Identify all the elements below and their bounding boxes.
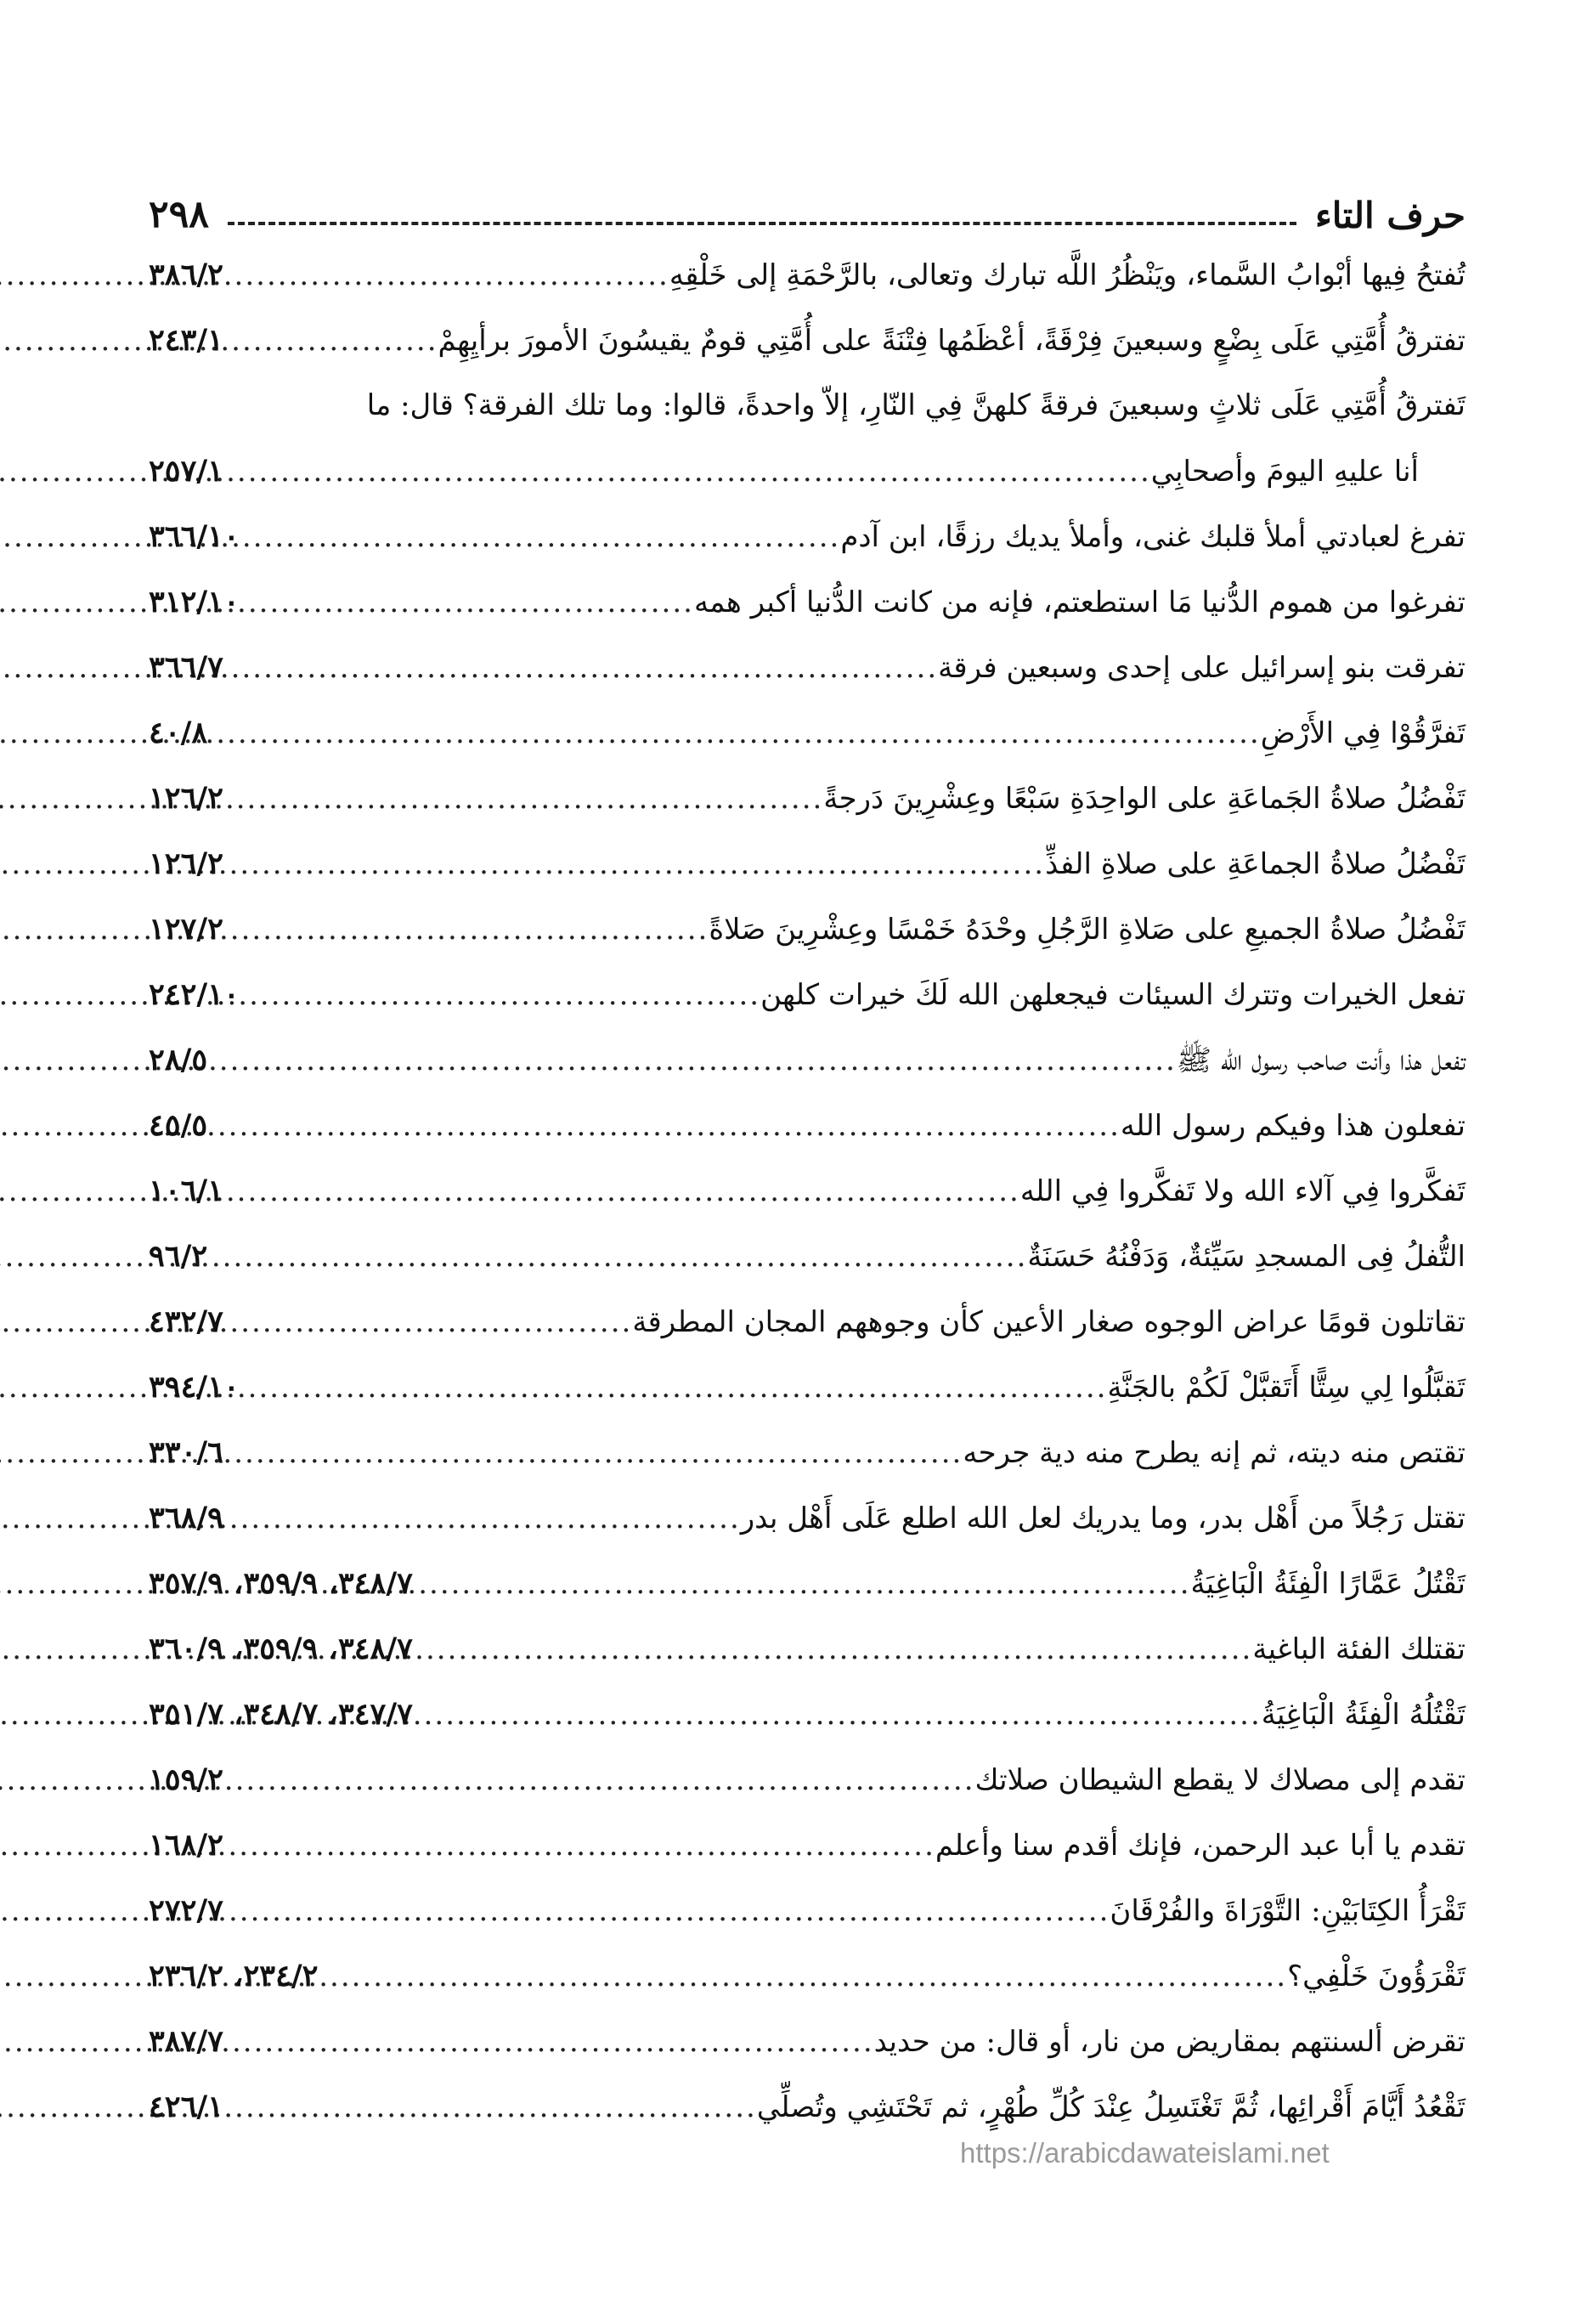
entry-text: تفرغوا من هموم الدُّنيا مَا استطعتم، فإنه من كانت الدُّنيا أكبر همه: [693, 585, 1466, 619]
entry-reference: ٤٠/٨: [149, 715, 208, 750]
entry-text: تَفرَّقُوْا فِي الأَرْضِ: [1260, 716, 1466, 750]
entry-reference: ١٢٦/٢: [149, 781, 223, 816]
index-entry: [149, 504, 1466, 569]
index-entry: [149, 569, 1466, 635]
index-entry: [149, 1812, 1466, 1878]
entry-reference: ٢٣٤/٢، ٢٣٦/٢: [149, 1959, 319, 1993]
leader-dots: [232, 1748, 975, 1813]
entry-text: تفترقُ أُمَّتِي عَلَى بِضْعٍ وسبعينَ فِرْقَةً، أعْظَمُها فِتْنَةً على أُمَّتِي قومٌ يقيسُونَ الأمورَ برأيِهِمْ: [438, 324, 1466, 358]
index-entry: [149, 1420, 1466, 1485]
entry-text: تفرقت بنو إسرائيل على إحدى وسبعين فرقة: [938, 651, 1466, 685]
leader-dots: [248, 505, 841, 570]
index-entry: [149, 373, 1466, 438]
entry-reference: ١٠٦/١: [149, 1173, 223, 1208]
leader-dots: [216, 1224, 1027, 1290]
entry-text: تَفكَّروا فِي آلاء الله ولا تَفكَّروا فِي الله: [1019, 1174, 1466, 1208]
index-entry: [149, 1682, 1466, 1747]
entry-text: تقتص منه ديته، ثم إنه يطرح منه دية جرحه: [963, 1436, 1466, 1470]
leader-dots: [232, 439, 1151, 505]
index-entry: [149, 242, 1466, 308]
entry-reference: ٣١٢/١٠: [149, 585, 240, 619]
entry-reference: ١٢٦/٢: [149, 846, 223, 881]
entry-reference: ٣٦٨/٩: [149, 1501, 223, 1535]
entry-text: تقدم إلى مصلاك لا يقطع الشيطان صلاتك: [974, 1763, 1466, 1797]
entry-text: تَقْرَأُ الكِتَابَيْنِ: التَّوْرَاةَ والفُرْقَانَ: [1110, 1894, 1466, 1928]
leader-dots: [232, 766, 823, 832]
entry-reference: ٢٤٢/١٠: [149, 977, 240, 1012]
entry-text: تَفْضُلُ صلاةُ الجماعَةِ على صلاةِ الفذِّ: [1045, 847, 1466, 881]
entry-text: تقرض ألسنتهم بمقاريض من نار، أو قال: من حديد: [873, 2025, 1466, 2059]
index-entry: [149, 1485, 1466, 1551]
entry-text: تَقْتُلُهُ الْفِئَةُ الْبَاغِيَةُ: [1261, 1698, 1466, 1732]
index-entry: [149, 831, 1466, 896]
index-entry: [149, 308, 1466, 373]
hadith-index-list: [149, 242, 1466, 2140]
entry-text: تَفْضُلُ صلاةُ الجَماعَةِ على الواحِدَةِ سَبْعًا وعِشْرِينَ دَرجةً: [823, 782, 1466, 816]
index-entry: [149, 1289, 1466, 1354]
entry-text: تَفْضُلُ صلاةُ الجميعِ على صَلاةِ الرَّجُلِ وحْدَهُ خَمْسًا وعِشْرِينَ صَلاةً: [709, 913, 1466, 947]
index-entry: [149, 1224, 1466, 1289]
leader-dots: [216, 701, 1261, 766]
entry-text: تفعلون هذا وفيكم رسول الله: [1120, 1109, 1466, 1143]
index-entry: [149, 1551, 1466, 1616]
entry-reference: ٣٤٨/٧، ٣٥٩/٩، ٣٥٧/٩: [149, 1566, 413, 1601]
index-entry: [149, 1616, 1466, 1682]
page-header: [149, 174, 1466, 234]
leader-dots: [232, 1813, 935, 1879]
page-number: ٢٩٨: [149, 193, 209, 236]
leader-dots: [232, 1486, 741, 1552]
watermark-url: https://arabicdawateislami.net: [960, 2137, 1330, 2169]
leader-dots: [421, 1552, 1191, 1617]
entry-text: تقاتلون قومًا عراض الوجوه صغار الأعين كأن وجوههم المجان المطرقة: [632, 1305, 1466, 1339]
header-divider: [228, 222, 1296, 225]
entry-reference: ٢٥٧/١: [149, 454, 223, 489]
index-entry: [149, 1747, 1466, 1812]
entry-reference: ٩٦/٢: [149, 1239, 208, 1274]
leader-dots: [232, 243, 669, 308]
leader-dots: [216, 1028, 1177, 1094]
entry-reference: ٤٣٢/٧: [149, 1304, 223, 1339]
index-entry: [149, 1354, 1466, 1420]
entry-text: تَقبَّلُوا لِي سِتًّا أَتَقبَّلْ لَكُمْ بالجَنَّةِ: [1107, 1371, 1466, 1405]
entry-text: تفعل الخيرات وتترك السيئات فيجعلهن الله لَكَ خيرات كلهن: [760, 978, 1466, 1012]
index-entry: [149, 1093, 1466, 1158]
entry-text: تفرغ لعبادتي أملأ قلبك غنى، وأملأ يديك رزقًا، ابن آدم: [840, 520, 1466, 554]
index-entry: [149, 896, 1466, 962]
entry-reference: ١٦٨/٢: [149, 1828, 223, 1863]
section-title: حرف التاء: [1315, 195, 1466, 236]
index-entry: [149, 2074, 1466, 2140]
entry-reference: ٣٨٦/٢: [149, 257, 223, 292]
entry-reference: ٣٤٨/٧، ٣٥٩/٩، ٣٦٠/٩: [149, 1631, 413, 1666]
entry-reference: ٣٩٤/١٠: [149, 1370, 240, 1405]
index-entry: [149, 766, 1466, 831]
entry-text: تقتل رَجُلاً من أَهْل بدر، وما يدريك لعل الله اطلع عَلَى أَهْل بدر: [740, 1501, 1466, 1535]
entry-reference: ٣٨٧/٧: [149, 2024, 223, 2059]
entry-reference: ١٥٩/٢: [149, 1762, 223, 1797]
index-entry: [149, 2009, 1466, 2074]
entry-text: تُفتحُ فِيها أبْوابُ السَّماء، ويَنْظُرُ اللَّه تبارك وتعالى، بالرَّحْمَةِ إلى خَلْقِهِ: [669, 258, 1466, 292]
leader-dots: [232, 897, 709, 963]
entry-text: تَقْتُلُ عَمَّارًا الْفِئَةُ الْبَاغِيَةُ: [1190, 1567, 1466, 1601]
index-entry: [149, 1878, 1466, 1943]
entry-text: تقدم يا أبا عبد الرحمن، فإنك أقدم سنا وأعلم: [935, 1829, 1466, 1863]
leader-dots: [232, 636, 938, 701]
entry-reference: ١٢٧/٢: [149, 912, 223, 947]
entry-reference: ٣٣٠/٦: [149, 1435, 223, 1470]
leader-dots: [232, 2010, 874, 2075]
index-entry: [149, 1943, 1466, 2009]
leader-dots: [216, 1094, 1121, 1159]
leader-dots: [421, 1617, 1252, 1682]
entry-text: تقتلك الفئة الباغية: [1252, 1632, 1466, 1666]
entry-reference: ٣٤٧/٧، ٣٤٨/٧، ٣٥١/٧: [149, 1697, 413, 1732]
leader-dots: [326, 1944, 1287, 2010]
index-entry: [149, 1158, 1466, 1224]
leader-dots: [232, 832, 1045, 897]
leader-dots: [421, 1682, 1262, 1748]
index-entry: [149, 962, 1466, 1027]
entry-text: تَقْرَؤُونَ خَلْفِي؟: [1287, 1959, 1466, 1993]
entry-reference: ٤٢٦/١: [149, 2089, 223, 2124]
entry-reference: ٣٦٦/١٠: [149, 519, 240, 554]
leader-dots: [248, 570, 694, 636]
entry-reference: ٤٥/٥: [149, 1108, 208, 1143]
leader-dots: [248, 1355, 1108, 1421]
leader-dots: [232, 1159, 1020, 1224]
entry-text: تَقْعُدُ أَيَّامَ أَقْرائِها، ثُمَّ تَغْتَسِلُ عِنْدَ كُلِّ طُهْرٍ، ثم تَحْتَشِي وتُصلِّي: [756, 2090, 1466, 2124]
entry-reference: ٣٦٦/٧: [149, 650, 223, 685]
entry-text: تَفترقُ أُمَّتِي عَلَى ثلاثٍ وسبعينَ فرقةً كلهنَّ فِي النّارِ، إلاّ واحدةً، قالوا: وما تلك الفرقة؟ قال: ما: [366, 388, 1466, 422]
index-entry: [149, 635, 1466, 700]
entry-text: التُّفلُ فِى المسجدِ سَيِّئةٌ، وَدَفْنُهُ حَسَنَةٌ: [1027, 1240, 1466, 1274]
entry-text: تفعل هذا وأنت صاحب رسول الله ﷺ: [1176, 1043, 1466, 1077]
index-entry: [149, 1027, 1466, 1093]
entry-reference: ٢٧٢/٧: [149, 1893, 223, 1928]
entry-reference: ٢٨/٥: [149, 1043, 208, 1077]
leader-dots: [232, 1421, 963, 1486]
leader-dots: [232, 2075, 757, 2140]
leader-dots: [232, 1290, 632, 1355]
entry-text: أنا عليهِ اليومَ وأصحابِي: [1150, 455, 1419, 489]
leader-dots: [232, 1879, 1110, 1944]
entry-reference: ٢٤٣/١: [149, 323, 223, 358]
leader-dots: [248, 963, 760, 1028]
index-entry: [149, 700, 1466, 766]
leader-dots: [232, 308, 438, 374]
index-entry: [149, 438, 1466, 504]
